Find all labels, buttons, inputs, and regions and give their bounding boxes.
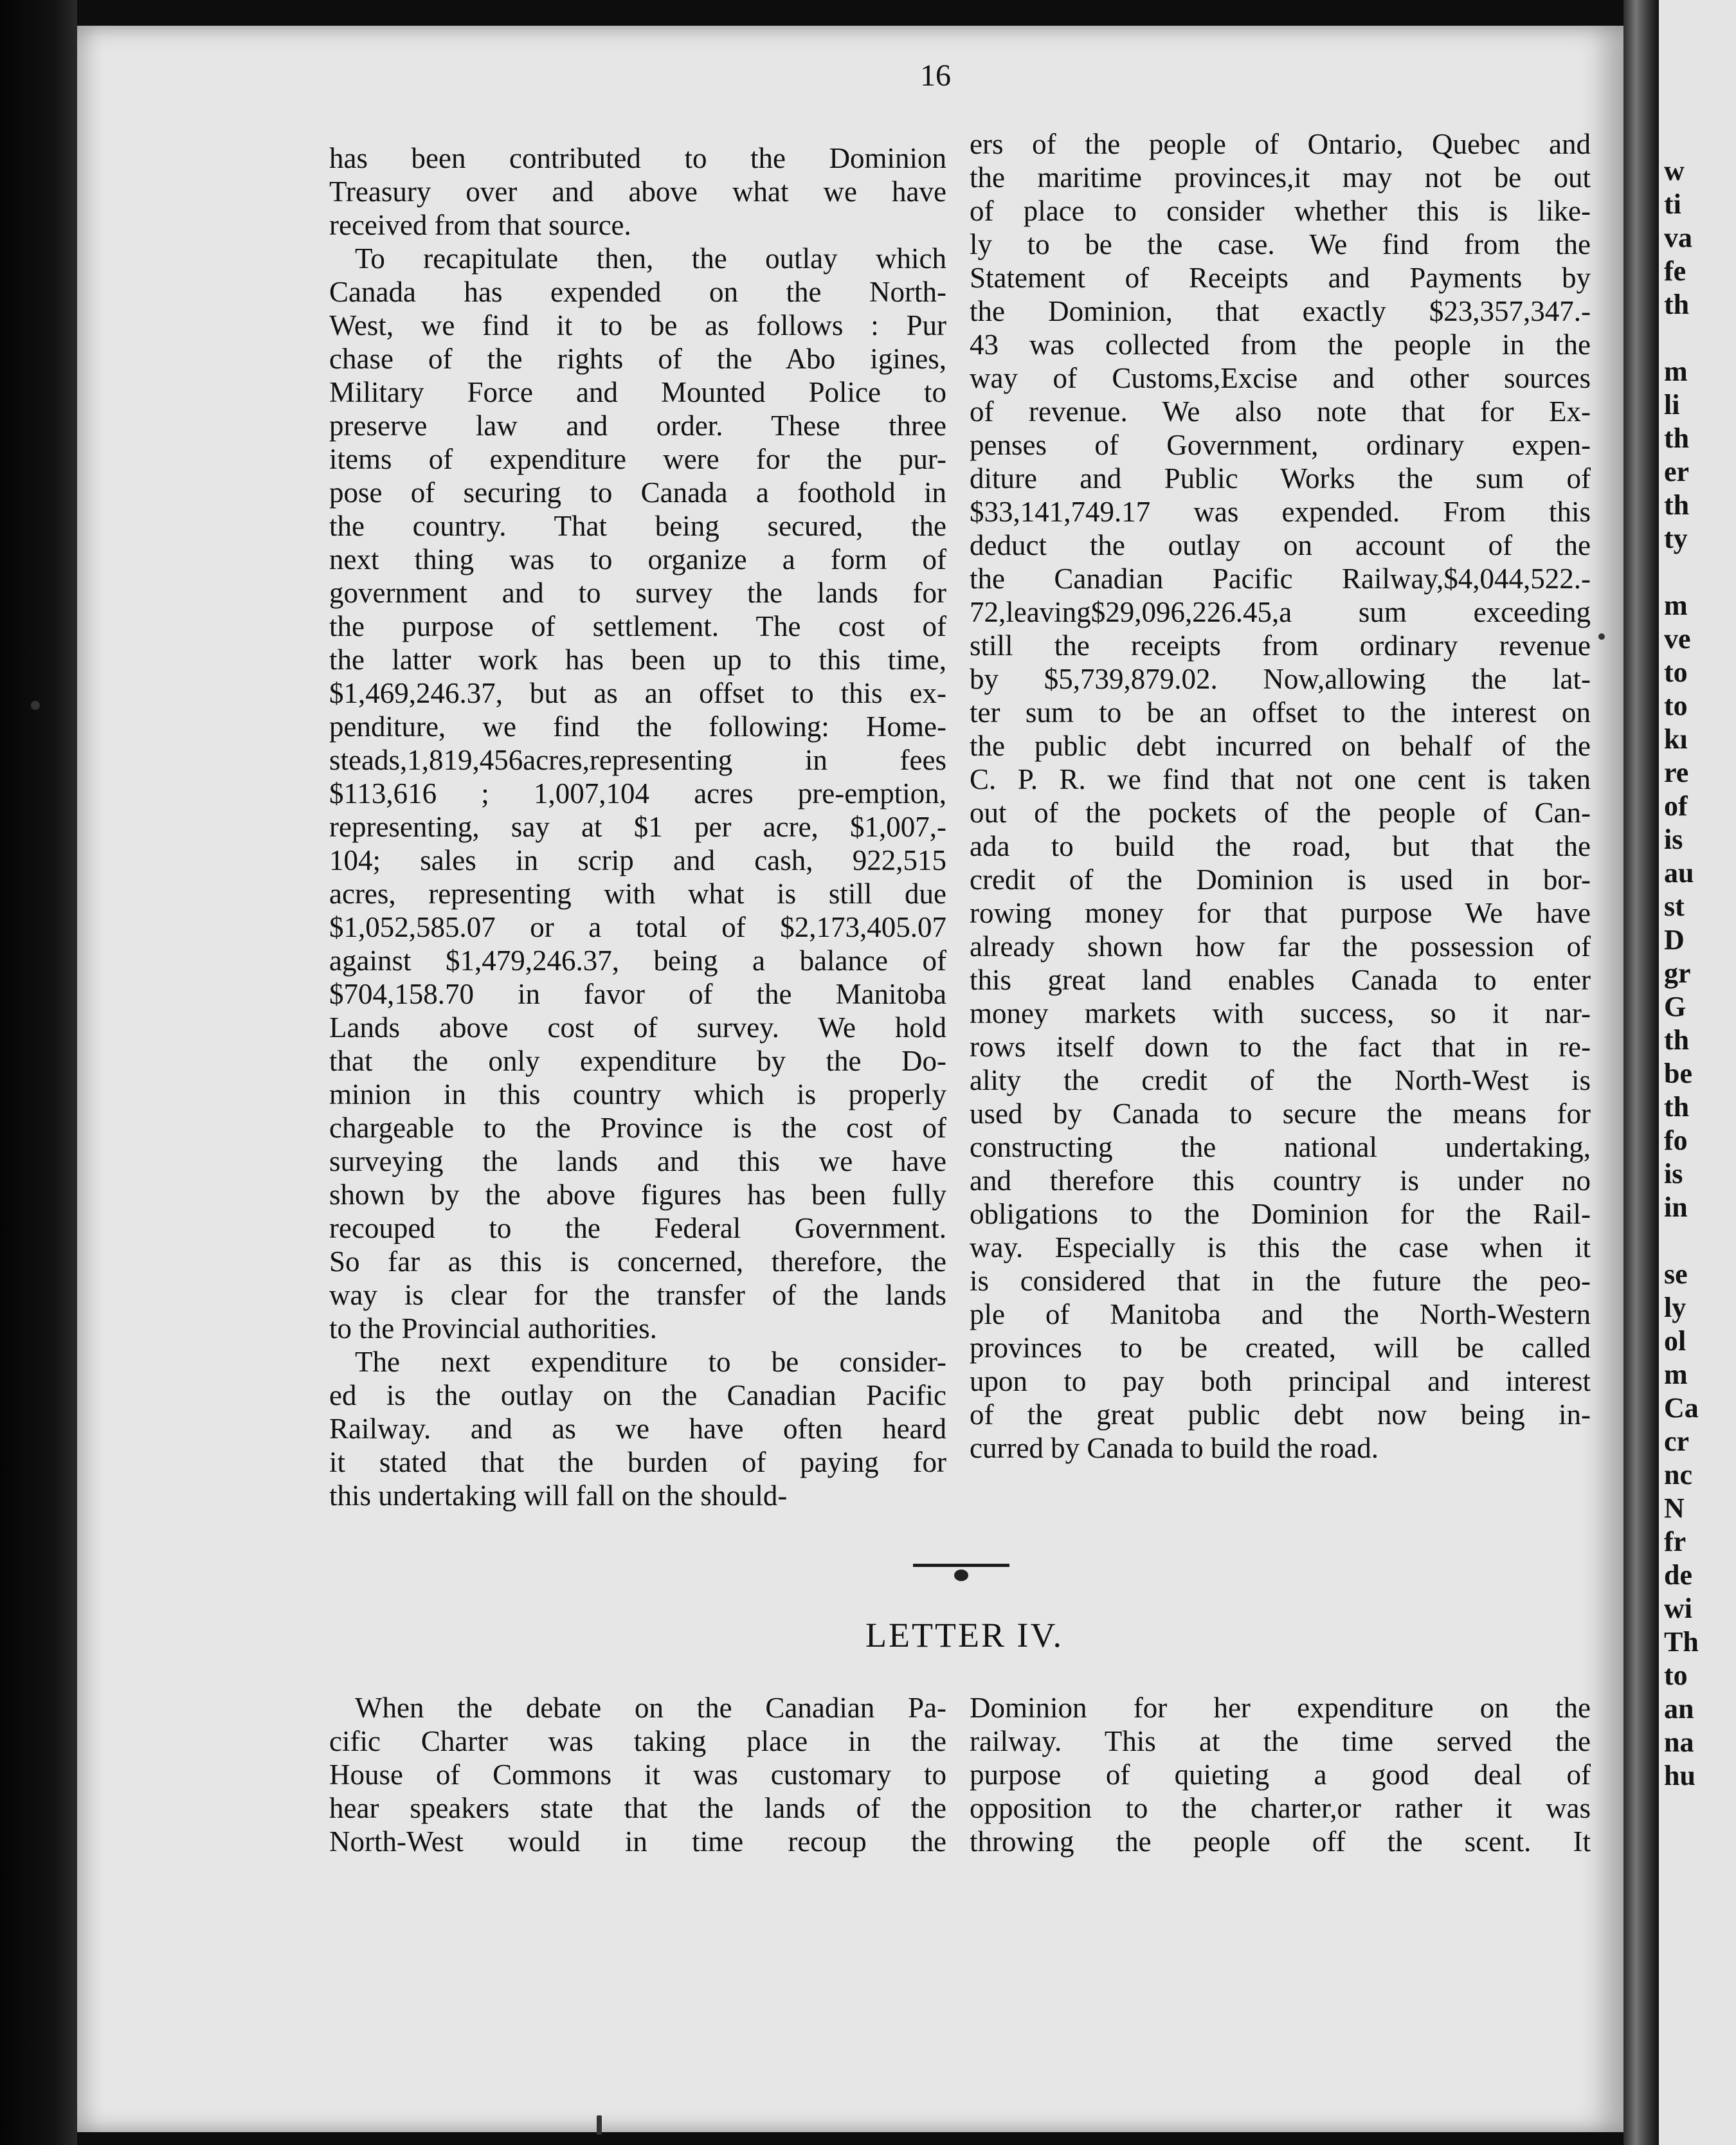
text-line: representing, say at $1 per acre, $1,007,- xyxy=(329,811,946,843)
text-line: chase of the rights of the Abo igines, xyxy=(329,343,946,375)
text-line: the purpose of settlement. The cost of xyxy=(329,610,946,642)
adjacent-page-fragment: cr xyxy=(1664,1425,1690,1457)
adjacent-page-fragment: se xyxy=(1664,1258,1688,1290)
text-line: Treasury over and above what we have xyxy=(329,176,946,208)
text-line: Railway. and as we have often heard xyxy=(329,1413,946,1445)
text-line: Military Force and Mounted Police to xyxy=(329,376,946,408)
text-line: preserve law and order. These three xyxy=(329,410,946,442)
text-line: recouped to the Federal Government. xyxy=(329,1212,946,1244)
body-column-right xyxy=(970,127,1591,1465)
text-line: of the great public debt now being in- xyxy=(970,1398,1591,1431)
section-divider xyxy=(913,1564,1009,1567)
text-line: curred by Canada to build the road. xyxy=(970,1432,1379,1464)
text-line: ple of Manitoba and the North-Western xyxy=(970,1298,1591,1330)
text-line: has been contributed to the Dominion xyxy=(329,142,946,174)
text-line: When the debate on the Canadian Pa- xyxy=(355,1692,946,1724)
adjacent-page-fragment: G xyxy=(1664,991,1686,1022)
text-line: rowing money for that purpose We have xyxy=(970,897,1591,929)
letter-heading: LETTER IV. xyxy=(865,1616,1063,1654)
text-line: way. Especially is this the case when it xyxy=(970,1231,1591,1263)
text-line: out of the pockets of the people of Can- xyxy=(970,797,1591,829)
adjacent-page-fragment: th xyxy=(1664,1024,1690,1056)
text-line: 43 was collected from the people in the xyxy=(970,329,1591,361)
adjacent-page-fragment: gr xyxy=(1664,957,1691,989)
text-line: already shown how far the possession of xyxy=(970,930,1591,963)
text-line: the Canadian Pacific Railway,$4,044,522.- xyxy=(970,563,1591,595)
adjacent-page-fragment: fo xyxy=(1664,1125,1688,1156)
adjacent-page-fragment: de xyxy=(1664,1559,1692,1591)
text-line: C. P. R. we find that not one cent is taken xyxy=(970,763,1591,795)
text-line: against $1,479,246.37, being a balance of xyxy=(329,945,946,977)
letter-column-left xyxy=(329,1691,946,1858)
page-number: 16 xyxy=(920,59,951,93)
adjacent-page-fragment: fr xyxy=(1664,1526,1686,1557)
adjacent-page-fragment: is xyxy=(1664,824,1683,855)
text-line: the country. That being secured, the xyxy=(329,510,946,542)
adjacent-page-fragment: D xyxy=(1664,924,1685,955)
text-line: still the receipts from ordinary revenue xyxy=(970,629,1591,662)
text-line: Dominion for her expenditure on the xyxy=(970,1692,1591,1724)
text-line: penditure, we find the following: Home- xyxy=(329,710,946,743)
scan-speck xyxy=(597,2115,602,2135)
text-line: government and to survey the lands for xyxy=(329,577,946,609)
text-line: it stated that the burden of paying for xyxy=(329,1446,946,1478)
text-line: that the only expenditure by the Do- xyxy=(329,1045,946,1077)
text-line: To recapitulate then, the outlay which xyxy=(355,242,946,275)
text-line: $1,469,246.37, but as an offset to this ex- xyxy=(329,677,946,709)
text-line: throwing the people off the scent. It xyxy=(970,1825,1591,1858)
text-line: hear speakers state that the lands of the xyxy=(329,1792,946,1824)
text-line: of revenue. We also note that for Ex- xyxy=(970,395,1591,428)
adjacent-page-fragment: th xyxy=(1664,289,1690,320)
adjacent-page-fragment: to xyxy=(1664,690,1688,721)
text-line: Canada has expended on the North- xyxy=(329,276,946,308)
text-line: So far as this is concerned, therefore, the xyxy=(329,1245,946,1278)
adjacent-page-fragment: m xyxy=(1664,356,1688,387)
adjacent-page-fragment: is xyxy=(1664,1158,1683,1190)
text-line: to the Provincial authorities. xyxy=(329,1312,657,1344)
adjacent-page-fragment: to xyxy=(1664,1660,1688,1691)
text-line: used by Canada to secure the means for xyxy=(970,1098,1591,1130)
text-line: The next expenditure to be consider- xyxy=(355,1346,946,1378)
adjacent-page-fragment: Ca xyxy=(1664,1392,1699,1424)
text-line: of place to consider whether this is like- xyxy=(970,195,1591,227)
body-column-left xyxy=(329,141,946,1512)
text-line: ed is the outlay on the Canadian Pacific xyxy=(329,1379,946,1411)
text-line: this undertaking will fall on the should- xyxy=(329,1480,788,1512)
text-line: steads,1,819,456acres,representing in fees xyxy=(329,744,946,776)
adjacent-page-fragment: li xyxy=(1664,389,1680,421)
text-line: this great land enables Canada to enter xyxy=(970,964,1591,996)
adjacent-page-fragment: ty xyxy=(1664,523,1688,554)
text-line: by $5,739,879.02. Now,allowing the lat- xyxy=(970,663,1591,695)
text-line: provinces to be created, will be called xyxy=(970,1332,1591,1364)
adjacent-page-fragment: w xyxy=(1664,155,1685,186)
text-line: minion in this country which is properly xyxy=(329,1078,946,1110)
text-line: ter sum to be an offset to the interest on xyxy=(970,696,1591,729)
text-line: opposition to the charter,or rather it was xyxy=(970,1792,1591,1824)
adjacent-page-fragment: ve xyxy=(1664,623,1691,655)
adjacent-page-edge xyxy=(1659,0,1736,2145)
text-line: obligations to the Dominion for the Rail- xyxy=(970,1198,1591,1230)
text-line: deduct the outlay on account of the xyxy=(970,529,1591,561)
adjacent-page-fragment: N xyxy=(1664,1492,1685,1524)
text-line: purpose of quieting a good deal of xyxy=(970,1759,1591,1791)
adjacent-page-fragment: va xyxy=(1664,222,1692,253)
text-line: North-West would in time recoup the xyxy=(329,1825,946,1858)
text-line: chargeable to the Province is the cost of xyxy=(329,1112,946,1144)
scan-speck xyxy=(1598,633,1605,640)
adjacent-page-fragment: re xyxy=(1664,757,1689,788)
text-line: $113,616 ; 1,007,104 acres pre-emption, xyxy=(329,777,946,810)
text-line: pose of securing to Canada a foothold in xyxy=(329,476,946,509)
text-line: way of Customs,Excise and other sources xyxy=(970,362,1591,394)
adjacent-page-fragment: fe xyxy=(1664,255,1686,287)
text-line: the latter work has been up to this time, xyxy=(329,644,946,676)
adjacent-page-fragment: be xyxy=(1664,1058,1692,1089)
adjacent-page-fragment: in xyxy=(1664,1191,1688,1223)
text-line: House of Commons it was customary to xyxy=(329,1759,946,1791)
scan-speck xyxy=(31,701,40,710)
adjacent-page-fragment: to xyxy=(1664,656,1688,688)
text-line: diture and Public Works the sum of xyxy=(970,462,1591,494)
adjacent-page-fragment: th xyxy=(1664,422,1690,454)
text-line: West, we find it to be as follows : Pur xyxy=(329,309,946,341)
adjacent-page-fragment: ol xyxy=(1664,1325,1686,1357)
text-line: rows itself down to the fact that in re- xyxy=(970,1031,1591,1063)
text-line: Statement of Receipts and Payments by xyxy=(970,262,1591,294)
text-line: the maritime provinces,it may not be out xyxy=(970,161,1591,194)
letter-column-right xyxy=(970,1691,1591,1858)
adjacent-page-fragment: er xyxy=(1664,456,1690,487)
text-line: $33,141,749.17 was expended. From this xyxy=(970,496,1591,528)
text-line: 104; sales in scrip and cash, 922,515 xyxy=(329,844,946,876)
adjacent-page-fragment: th xyxy=(1664,489,1690,521)
adjacent-page-fragment: hu xyxy=(1664,1760,1695,1791)
adjacent-page-fragment: Th xyxy=(1664,1626,1699,1658)
adjacent-page-fragment: au xyxy=(1664,857,1694,889)
adjacent-page-fragment: st xyxy=(1664,891,1685,922)
text-line: $704,158.70 in favor of the Manitoba xyxy=(329,978,946,1010)
text-line: shown by the above figures has been fully xyxy=(329,1179,946,1211)
text-line: railway. This at the time served the xyxy=(970,1725,1591,1757)
text-line: ality the credit of the North-West is xyxy=(970,1064,1591,1096)
adjacent-page-fragment: na xyxy=(1664,1726,1694,1758)
text-line: surveying the lands and this we have xyxy=(329,1145,946,1177)
adjacent-page-fragment: ti xyxy=(1664,188,1681,220)
text-line: constructing the national undertaking, xyxy=(970,1131,1591,1163)
adjacent-page-fragment: wi xyxy=(1664,1593,1692,1624)
text-line: received from that source. xyxy=(329,209,631,241)
text-line: items of expenditure were for the pur- xyxy=(329,443,946,475)
adjacent-page-fragment: m xyxy=(1664,1359,1688,1390)
adjacent-page-fragment: kı xyxy=(1664,723,1688,755)
adjacent-page-fragment: of xyxy=(1664,790,1688,822)
book-gutter xyxy=(1623,0,1659,2145)
adjacent-page-fragment: nc xyxy=(1664,1459,1692,1490)
text-line: credit of the Dominion is used in bor- xyxy=(970,864,1591,896)
text-line: ly to be the case. We find from the xyxy=(970,228,1591,260)
text-line: ada to build the road, but that the xyxy=(970,830,1591,862)
adjacent-page-fragment: th xyxy=(1664,1091,1690,1123)
divider-ornament xyxy=(954,1570,968,1581)
text-line: penses of Government, ordinary expen- xyxy=(970,429,1591,461)
adjacent-page-fragment: ly xyxy=(1664,1292,1686,1323)
text-line: ers of the people of Ontario, Quebec and xyxy=(970,128,1591,160)
adjacent-page-fragment: an xyxy=(1664,1693,1694,1724)
text-line: is considered that in the future the peo- xyxy=(970,1265,1591,1297)
text-line: next thing was to organize a form of xyxy=(329,543,946,575)
adjacent-page-fragment: m xyxy=(1664,590,1688,621)
text-line: way is clear for the transfer of the lands xyxy=(329,1279,946,1311)
text-line: cific Charter was taking place in the xyxy=(329,1725,946,1757)
text-line: Lands above cost of survey. We hold xyxy=(329,1011,946,1044)
text-line: 72,leaving$29,096,226.45,a sum exceeding xyxy=(970,596,1591,628)
text-line: upon to pay both principal and interest xyxy=(970,1365,1591,1397)
text-line: acres, representing with what is still due xyxy=(329,878,946,910)
scan-left-margin xyxy=(0,0,77,2145)
text-line: the public debt incurred on behalf of the xyxy=(970,730,1591,762)
text-line: and therefore this country is under no xyxy=(970,1164,1591,1197)
text-line: money markets with success, so it nar- xyxy=(970,997,1591,1029)
text-line: $1,052,585.07 or a total of $2,173,405.07 xyxy=(329,911,946,943)
text-line: the Dominion, that exactly $23,357,347.- xyxy=(970,295,1591,327)
